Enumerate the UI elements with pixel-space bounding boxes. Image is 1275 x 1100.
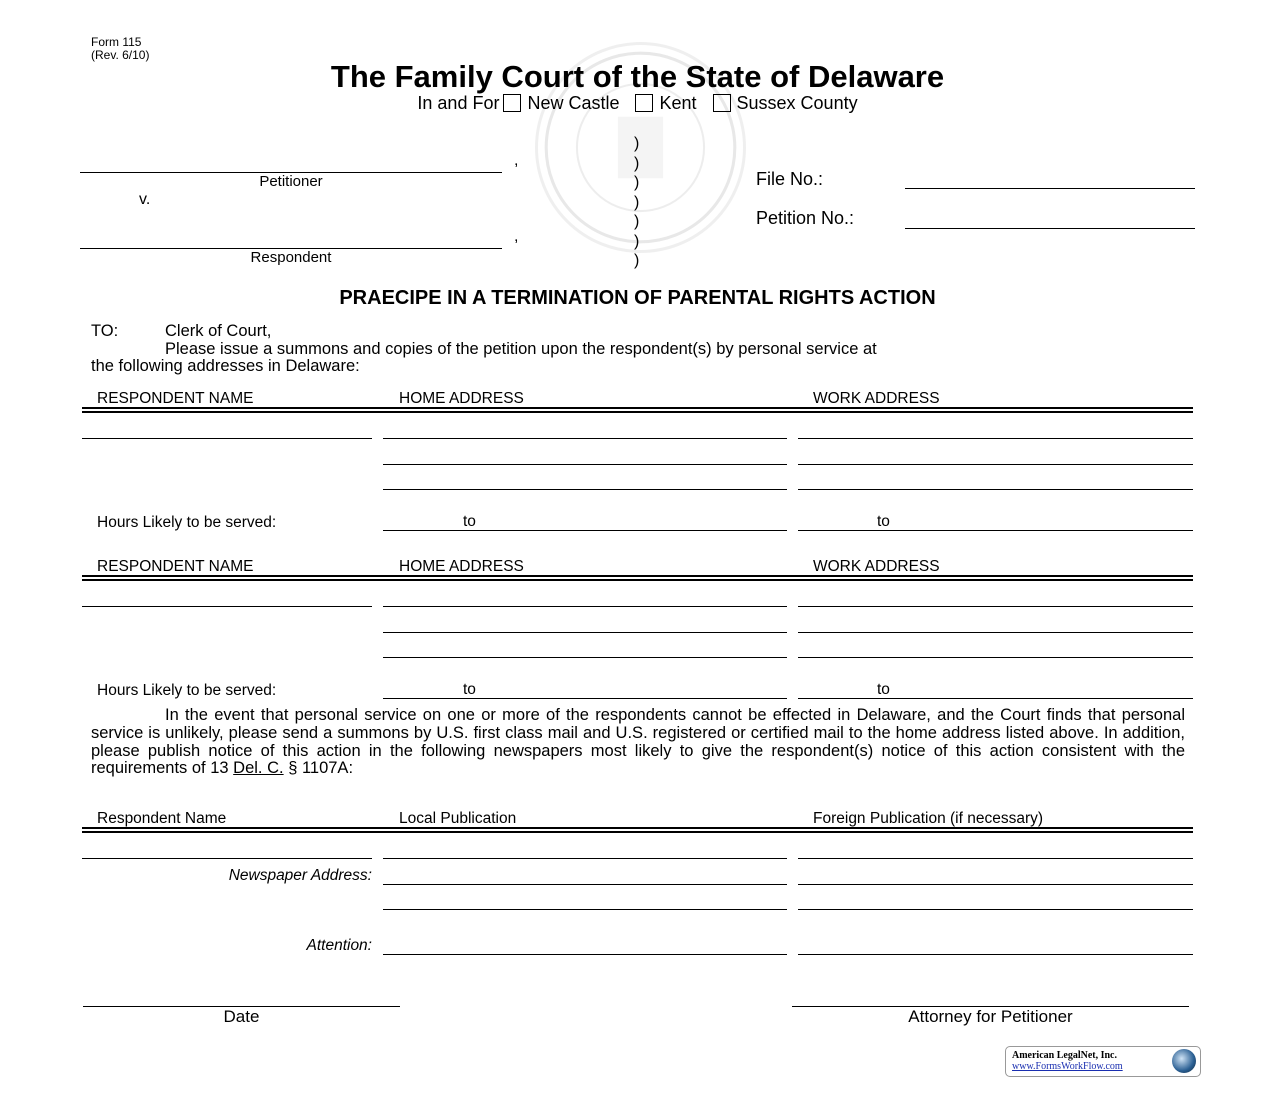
foreign-attention-field[interactable] — [798, 954, 1193, 955]
comma: , — [514, 152, 519, 169]
caption-paren: ) — [634, 135, 640, 152]
petition-no-label: Petition No.: — [756, 208, 855, 228]
county-prefix: In and For — [417, 93, 500, 113]
citation: Del. C. — [233, 759, 284, 778]
respondent-1-work-hours-to: to — [877, 513, 890, 530]
court-title: The Family Court of the State of Delaware — [330, 59, 945, 94]
respondent-1-work-address-field-2[interactable] — [798, 464, 1193, 465]
respondent-1-work-hours-field[interactable] — [798, 530, 1193, 531]
county-new-castle-label: New Castle — [527, 93, 620, 113]
respondent-1-work-address-field-3[interactable] — [798, 489, 1193, 490]
file-no-label: File No.: — [756, 169, 824, 189]
pub-col-respondent-name: Respondent Name — [97, 810, 227, 827]
respondent-1-col-work: WORK ADDRESS — [813, 390, 940, 407]
pub-col-foreign: Foreign Publication (if necessary) — [813, 810, 1044, 827]
attention-label: Attention: — [306, 937, 372, 954]
local-publication-field[interactable] — [383, 858, 787, 859]
respondent-2-col-work: WORK ADDRESS — [813, 558, 940, 575]
caption-paren: ) — [634, 232, 640, 250]
foreign-address-field-2[interactable] — [798, 909, 1193, 910]
respondent-2-work-address-field-1[interactable] — [798, 606, 1193, 607]
respondent-1-home-hours-to: to — [463, 513, 476, 530]
form-revision: (Rev. 6/10) — [91, 48, 150, 62]
respondent-2-work-hours-to: to — [877, 681, 890, 698]
intro-line-2: the following addresses in Delaware: — [91, 357, 360, 375]
respondent-1-home-hours-field[interactable] — [383, 530, 787, 531]
local-address-field-2[interactable] — [383, 909, 787, 910]
paragraph-text: In the event that personal service on one or more of the respondents cannot be effected in Delaware, and the Court finds that personal service is unlikely, please send a summons by U.S. first class mail and U.S. registered or certified mail to the home address listed above. In addition, please publish notice of this action in the following newspapers most likely to give the respondent(s) notice of this action consistent with the requirements of 13 — [91, 706, 1185, 778]
respondent-2-work-address-field-3[interactable] — [798, 657, 1193, 658]
petition-no-field[interactable] — [905, 228, 1195, 229]
caption-paren: ) — [634, 252, 640, 269]
date-label: Date — [223, 1007, 260, 1026]
respondent-2-home-hours-to: to — [463, 681, 476, 698]
respondent-2-hours-label: Hours Likely to be served: — [97, 682, 277, 699]
respondent-2-work-hours-field[interactable] — [798, 698, 1193, 699]
intro-line-1: Please issue a summons and copies of the petition upon the respondent(s) by personal service at — [165, 340, 877, 358]
checkbox-kent[interactable] — [635, 94, 653, 112]
respondent-1-home-address-field-3[interactable] — [383, 489, 787, 490]
respondent-1-home-address-field-1[interactable] — [383, 438, 787, 439]
respondent-2-name-field[interactable] — [82, 606, 372, 607]
caption-paren: ) — [634, 193, 640, 211]
form-number: Form 115 — [91, 35, 142, 49]
local-address-field[interactable] — [383, 884, 787, 885]
file-no-field[interactable] — [905, 188, 1195, 189]
respondent-label: Respondent — [250, 249, 332, 266]
respondent-2-home-address-field-2[interactable] — [383, 632, 787, 633]
comma: , — [514, 228, 519, 245]
respondent-2-work-address-field-2[interactable] — [798, 632, 1193, 633]
caption-paren: ) — [634, 154, 640, 172]
respondent-1-work-address-field-1[interactable] — [798, 438, 1193, 439]
pub-header-rule — [82, 827, 1193, 833]
footer-logo[interactable] — [1005, 1046, 1201, 1077]
foreign-publication-field[interactable] — [798, 858, 1193, 859]
addressee: Clerk of Court, — [165, 322, 272, 340]
pub-col-local: Local Publication — [399, 810, 517, 827]
attorney-label: Attorney for Petitioner — [908, 1007, 1073, 1026]
respondent-1-hours-label: Hours Likely to be served: — [97, 514, 277, 531]
logo-url[interactable]: www.FormsWorkFlow.com — [1012, 1061, 1123, 1072]
checkbox-sussex[interactable] — [713, 94, 731, 112]
county-kent-label: Kent — [659, 93, 697, 113]
local-attention-field[interactable] — [383, 954, 787, 955]
respondent-1-col-home: HOME ADDRESS — [399, 390, 524, 407]
publication-paragraph — [91, 707, 1185, 778]
logo-company: American LegalNet, Inc. — [1012, 1050, 1117, 1061]
foreign-address-field[interactable] — [798, 884, 1193, 885]
document-heading: PRAECIPE IN A TERMINATION OF PARENTAL RIGHTS ACTION — [339, 287, 936, 309]
respondent-2-col-home: HOME ADDRESS — [399, 558, 524, 575]
respondent-1-name-field[interactable] — [82, 438, 372, 439]
newspaper-address-label: Newspaper Address: — [228, 867, 372, 884]
checkbox-new-castle[interactable] — [503, 94, 521, 112]
respondent-1-col-name: RESPONDENT NAME — [97, 390, 254, 407]
respondent-1-home-address-field-2[interactable] — [383, 464, 787, 465]
to-label: TO: — [91, 322, 119, 340]
caption-paren: ) — [634, 213, 640, 230]
globe-icon — [1172, 1049, 1196, 1073]
respondent-2-home-hours-field[interactable] — [383, 698, 787, 699]
respondent-2-home-address-field-3[interactable] — [383, 657, 787, 658]
petitioner-label: Petitioner — [259, 173, 323, 190]
citation-section: § 1107A: — [283, 759, 354, 778]
county-sussex-label: Sussex County — [736, 93, 858, 113]
respondent-1-header-rule — [82, 407, 1193, 413]
caption-paren: ) — [634, 174, 640, 191]
respondent-2-home-address-field-1[interactable] — [383, 606, 787, 607]
respondent-2-header-rule — [82, 575, 1193, 581]
versus-label: v. — [139, 191, 151, 208]
respondent-2-col-name: RESPONDENT NAME — [97, 558, 254, 575]
county-selector — [0, 93, 1275, 114]
pub-respondent-name-field[interactable] — [82, 858, 372, 859]
